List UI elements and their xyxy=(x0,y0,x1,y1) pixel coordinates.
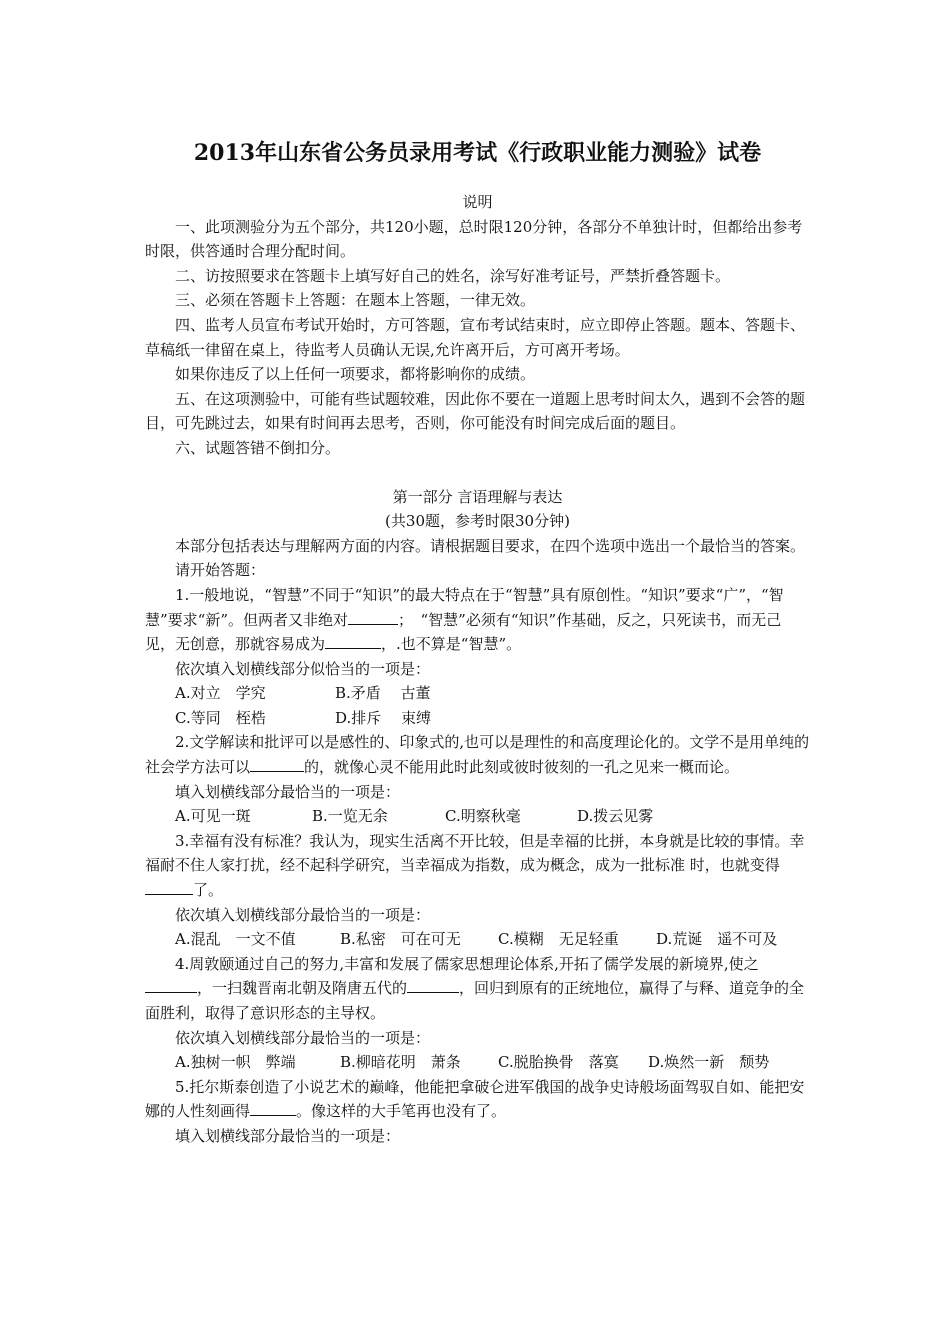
instructions-heading: 说明 xyxy=(462,193,493,211)
question-text: 。像这样的大手笔再也没有了。 xyxy=(296,1102,507,1121)
part1-start: 请开始答题： xyxy=(175,561,266,580)
question-text: 3.幸福有没有标准？我认为，现实生活离不开比较，但是幸福的比拼，本身就是比较的事情。幸福耐不住人家打扰，经不起科学研究，当幸福成为指数，成为概念，成为一批标准 时，也就变得 xyxy=(145,831,805,875)
option-a: A.可见一斑 xyxy=(175,807,251,826)
option-row xyxy=(145,804,810,829)
answer-blank xyxy=(348,610,398,625)
answer-blank xyxy=(407,978,459,993)
answer-blank xyxy=(325,634,381,649)
option-c: C.模糊 无足轻重 xyxy=(498,930,619,949)
option-row xyxy=(145,706,810,731)
answer-blank xyxy=(250,1101,296,1116)
option-b: B.私密 可在可无 xyxy=(340,930,461,949)
exam-title: 2013年山东省公务员录用考试《行政职业能力测验》试卷 xyxy=(193,140,762,166)
question-text: 4.周敦颐通过自己的努力,丰富和发展了儒家思想理论体系,开拓了儒学发展的新境界,使之 xyxy=(175,954,759,973)
question-stem xyxy=(145,1075,810,1124)
question-stem xyxy=(145,829,810,903)
question-prompt: 依次填入划横线部分最恰当的一项是： xyxy=(175,1028,431,1047)
question-text: 2.文学解读和批评可以是感性的、印象式的,也可以是理性的和高度理论化的。文学不是用单纯的社会学方法可以 xyxy=(145,733,810,777)
question-text: 1.一般地说，“智慧”不同于“知识”的最大特点在于“智慧”具有原创性。“知识”要求“广”，“智慧”要求“新”。但两者又非绝对 xyxy=(145,585,784,629)
question-text: 了。 xyxy=(193,881,224,900)
option-d: D.荒诞 遥不可及 xyxy=(656,930,778,949)
instruction-item: 三、必须在答题卡上答题：在题本上答题，一律无效。 xyxy=(175,291,536,310)
question-prompt: 依次填入划横线部分似恰当的一项是： xyxy=(175,659,431,678)
answer-blank xyxy=(145,880,193,895)
option-b: B.矛盾 古董 xyxy=(335,684,431,703)
question-text: ，一扫魏晋南北朝及隋唐五代的 xyxy=(197,979,408,998)
option-row xyxy=(145,1050,810,1075)
option-b: B.柳暗花明 萧条 xyxy=(340,1053,461,1072)
question-prompt: 填入划横线部分最恰当的一项是： xyxy=(175,1126,401,1145)
question-text: 的，就像心灵不能用此时此刻或彼时彼刻的一孔之见来一概而论。 xyxy=(304,758,740,777)
question-stem xyxy=(145,583,810,657)
instruction-item: 一、此项测验分为五个部分，共120小题，总时限120分钟，各部分不单独计时，但都给出参考时限，供答通时合理分配时间。 xyxy=(145,217,803,261)
question-text: ； “智慧”必须有“知识”作基础，反之，只死读书，而无己见，无创意，那就容易成为 xyxy=(145,610,782,654)
option-d: D.排斥 束缚 xyxy=(335,708,432,727)
part1-intro: 本部分包括表达与理解两方面的内容。请根据题目要求，在四个选项中选出一个最恰当的答案。 xyxy=(175,536,806,555)
instruction-item: 五、在这项测验中，可能有些试题较难，因此你不要在一道题上思考时间太久，遇到不会答的题目，可先跳过去，如果有时间再去思考，否则，你可能没有时间完成后面的题目。 xyxy=(145,389,806,433)
option-a: A.对立 学究 xyxy=(175,684,266,703)
option-d: D.拨云见雾 xyxy=(577,807,654,826)
question-prompt: 依次填入划横线部分最恰当的一项是： xyxy=(175,905,431,924)
document-body xyxy=(145,190,810,1149)
option-a: A.混乱 一文不值 xyxy=(175,930,296,949)
option-row xyxy=(145,681,810,706)
part1-heading: 第一部分 言语理解与表达 xyxy=(392,487,563,506)
option-a: A.独树一帜 弊端 xyxy=(175,1053,296,1072)
part1-subheading: (共30题，参考时限30分钟) xyxy=(385,512,570,531)
option-c: C.脱胎换骨 落寞 xyxy=(498,1053,619,1072)
instruction-item: 六、试题答错不倒扣分。 xyxy=(175,438,341,457)
answer-blank xyxy=(250,757,304,772)
instruction-item: 二、访按照要求在答题卡上填写好自己的姓名，涂写好准考证号，严禁折叠答题卡。 xyxy=(175,266,731,285)
instruction-item: 四、监考人员宣布考试开始时，方可答题，宣布考试结束时，应立即停止答题。题本、答题卡、草稿纸一律留在桌上，待监考人员确认无误,允许离开后，方可离开考场。 xyxy=(145,315,806,359)
question-text: 5.托尔斯泰创造了小说艺术的巅峰，他能把拿破仑进军俄国的战争史诗般场面驾驭自如、能把安娜的人性刻画得 xyxy=(145,1077,805,1121)
question-prompt: 填入划横线部分最恰当的一项是： xyxy=(175,782,401,801)
question-text: ，回归到原有的正统地位，赢得了与释、道竞争的全面胜利，取得了意识形态的主导权。 xyxy=(145,979,805,1022)
instruction-item: 如果你违反了以上任何一项要求，都将影响你的成绩。 xyxy=(175,365,536,384)
question-text: ，.也不算是“智慧”。 xyxy=(381,635,522,654)
question-stem xyxy=(145,730,810,779)
question-stem xyxy=(145,952,810,1026)
answer-blank xyxy=(145,978,197,993)
option-c: C.明察秋毫 xyxy=(445,807,521,826)
option-row xyxy=(145,927,810,952)
option-c: C.等同 桎梏 xyxy=(175,708,266,727)
option-d: D.焕然一新 颓势 xyxy=(648,1053,770,1072)
option-b: B.一览无余 xyxy=(312,807,388,826)
